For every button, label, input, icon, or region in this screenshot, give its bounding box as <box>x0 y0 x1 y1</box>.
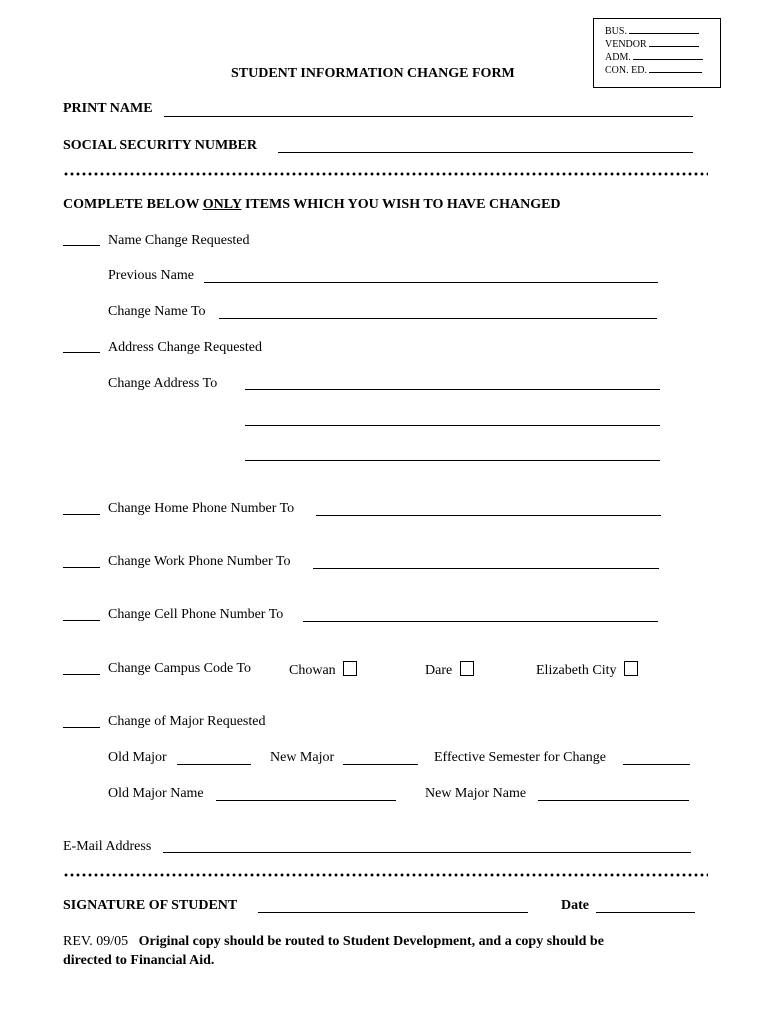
routing-note-line2: directed to Financial Aid. <box>63 953 215 968</box>
campus-option-elizabeth-city <box>536 661 638 679</box>
previous-name-label: Previous Name <box>108 268 194 283</box>
dotted-divider-top <box>63 172 708 176</box>
campus-dare-label: Dare <box>425 663 453 678</box>
major-change-check-blank[interactable] <box>63 727 100 728</box>
major-change-label: Change of Major Requested <box>108 714 266 729</box>
old-major-field[interactable] <box>177 764 251 765</box>
signature-label: SIGNATURE OF STUDENT <box>63 898 238 913</box>
office-bus-label: BUS. <box>605 26 627 37</box>
ssn-label: SOCIAL SECURITY NUMBER <box>63 138 257 153</box>
routing-note-line1: Original copy should be routed to Student Development, and a copy should be <box>138 934 604 949</box>
office-adm-label: ADM. <box>605 52 631 63</box>
old-major-label: Old Major <box>108 750 167 765</box>
revision-label: REV. 09/05 <box>63 934 129 949</box>
home-phone-label: Change Home Phone Number To <box>108 501 295 516</box>
footer-line-1 <box>63 934 604 950</box>
work-phone-label: Change Work Phone Number To <box>108 554 291 569</box>
cell-phone-label: Change Cell Phone Number To <box>108 607 284 622</box>
new-major-name-label: New Major Name <box>425 786 527 801</box>
office-vendor-label: VENDOR <box>605 39 647 50</box>
address-line-3[interactable] <box>245 460 660 461</box>
effective-semester-label: Effective Semester for Change <box>434 750 606 765</box>
email-field[interactable] <box>163 852 691 853</box>
new-major-label: New Major <box>270 750 335 765</box>
old-major-name-label: Old Major Name <box>108 786 204 801</box>
office-bus-blank[interactable] <box>629 24 699 34</box>
campus-chowan-checkbox[interactable] <box>343 661 357 676</box>
office-row-adm <box>605 50 703 64</box>
cell-phone-field[interactable] <box>303 621 658 622</box>
cell-phone-check-blank[interactable] <box>63 620 100 621</box>
date-field[interactable] <box>596 912 695 913</box>
effective-semester-field[interactable] <box>623 764 690 765</box>
form-title: STUDENT INFORMATION CHANGE FORM <box>231 66 515 81</box>
date-label: Date <box>561 898 589 913</box>
print-name-field[interactable] <box>164 116 693 117</box>
campus-option-chowan <box>289 661 357 679</box>
email-label: E-Mail Address <box>63 839 152 854</box>
office-con-ed-label: CON. ED. <box>605 65 647 76</box>
office-row-bus <box>605 24 699 38</box>
change-address-to-label: Change Address To <box>108 376 218 391</box>
home-phone-check-blank[interactable] <box>63 514 100 515</box>
campus-chowan-label: Chowan <box>289 663 336 678</box>
print-name-label: PRINT NAME <box>63 101 153 116</box>
office-con-ed-blank[interactable] <box>649 63 702 73</box>
instructions <box>63 197 561 213</box>
change-name-to-label: Change Name To <box>108 304 206 319</box>
campus-elizabeth-city-label: Elizabeth City <box>536 663 617 678</box>
home-phone-field[interactable] <box>316 515 661 516</box>
old-major-name-field[interactable] <box>216 800 396 801</box>
dotted-divider-bottom <box>63 873 708 877</box>
name-change-label: Name Change Requested <box>108 233 250 248</box>
campus-elizabeth-city-checkbox[interactable] <box>624 661 638 676</box>
office-use-box <box>593 18 721 88</box>
address-change-label: Address Change Requested <box>108 340 262 355</box>
office-vendor-blank[interactable] <box>649 37 699 47</box>
signature-field[interactable] <box>258 912 528 913</box>
campus-dare-checkbox[interactable] <box>460 661 474 676</box>
campus-label: Change Campus Code To <box>108 661 252 676</box>
campus-option-dare <box>425 661 474 679</box>
address-line-1[interactable] <box>245 389 660 390</box>
address-line-2[interactable] <box>245 425 660 426</box>
campus-check-blank[interactable] <box>63 674 100 675</box>
instructions-part2: ITEMS WHICH YOU WISH TO HAVE CHANGED <box>241 197 561 212</box>
name-change-check-blank[interactable] <box>63 245 100 246</box>
new-major-name-field[interactable] <box>538 800 689 801</box>
office-adm-blank[interactable] <box>633 50 703 60</box>
change-name-to-field[interactable] <box>219 318 657 319</box>
office-row-vendor <box>605 37 699 51</box>
office-row-con-ed <box>605 63 702 77</box>
address-change-check-blank[interactable] <box>63 352 100 353</box>
instructions-only: ONLY <box>202 197 242 212</box>
work-phone-field[interactable] <box>313 568 659 569</box>
previous-name-field[interactable] <box>204 282 658 283</box>
ssn-field[interactable] <box>278 152 693 153</box>
instructions-part1: COMPLETE BELOW <box>63 197 203 212</box>
new-major-field[interactable] <box>343 764 418 765</box>
work-phone-check-blank[interactable] <box>63 567 100 568</box>
